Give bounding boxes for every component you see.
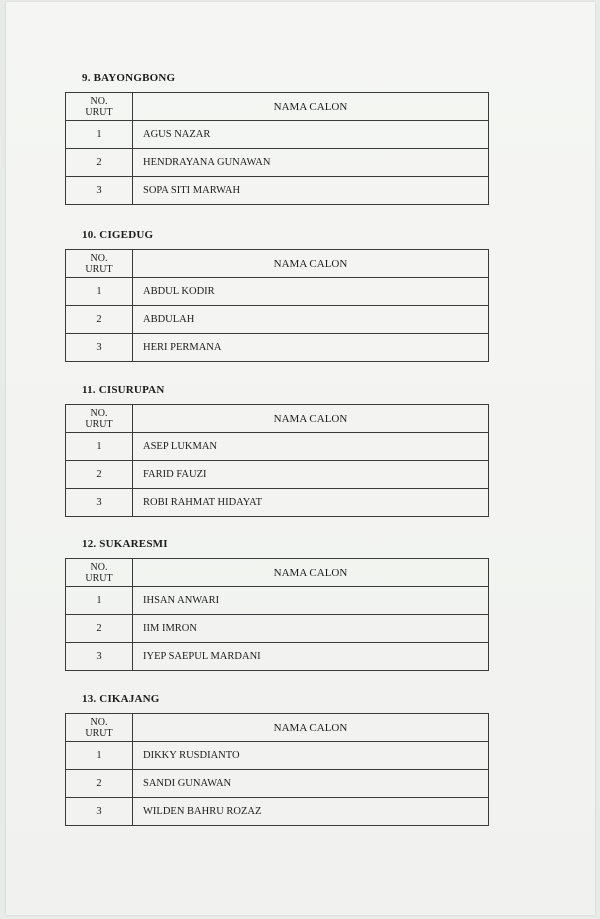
row-number: 2 bbox=[66, 461, 133, 489]
nama-calon-header: NAMA CALON bbox=[133, 559, 489, 587]
row-number: 3 bbox=[66, 798, 133, 826]
candidate-name: DIKKY RUSDIANTO bbox=[133, 742, 489, 770]
row-number: 1 bbox=[66, 742, 133, 770]
document-page bbox=[6, 2, 595, 915]
table-header-row bbox=[66, 559, 489, 587]
table-row bbox=[66, 742, 489, 770]
table-row bbox=[66, 306, 489, 334]
no-urut-header bbox=[66, 93, 133, 121]
section-title: 10. CIGEDUG bbox=[82, 229, 154, 241]
candidate-table bbox=[65, 92, 489, 205]
table-row bbox=[66, 798, 489, 826]
row-number: 1 bbox=[66, 278, 133, 306]
no-urut-header bbox=[66, 405, 133, 433]
table-row bbox=[66, 615, 489, 643]
candidate-name: WILDEN BAHRU ROZAZ bbox=[133, 798, 489, 826]
nama-calon-header: NAMA CALON bbox=[133, 93, 489, 121]
table-header-row bbox=[66, 714, 489, 742]
table-row bbox=[66, 461, 489, 489]
candidate-name: ABDUL KODIR bbox=[133, 278, 489, 306]
table-row bbox=[66, 177, 489, 205]
no-header-line2: URUT bbox=[85, 106, 113, 118]
row-number: 2 bbox=[66, 770, 133, 798]
no-header-line1: NO. bbox=[90, 561, 108, 573]
table-row bbox=[66, 278, 489, 306]
table-row bbox=[66, 643, 489, 671]
candidate-name: ABDULAH bbox=[133, 306, 489, 334]
row-number: 1 bbox=[66, 587, 133, 615]
candidate-table bbox=[65, 404, 489, 517]
table-header-row bbox=[66, 405, 489, 433]
row-number: 2 bbox=[66, 149, 133, 177]
table-row bbox=[66, 433, 489, 461]
candidate-name: SANDI GUNAWAN bbox=[133, 770, 489, 798]
row-number: 2 bbox=[66, 615, 133, 643]
row-number: 3 bbox=[66, 177, 133, 205]
table-row bbox=[66, 489, 489, 517]
no-header-line1: NO. bbox=[90, 716, 108, 728]
no-urut-header bbox=[66, 714, 133, 742]
table-row bbox=[66, 334, 489, 362]
candidate-name: AGUS NAZAR bbox=[133, 121, 489, 149]
candidate-table bbox=[65, 558, 489, 671]
table-header-row bbox=[66, 93, 489, 121]
no-header-line1: NO. bbox=[90, 95, 108, 107]
no-urut-header bbox=[66, 250, 133, 278]
nama-calon-header: NAMA CALON bbox=[133, 405, 489, 433]
row-number: 3 bbox=[66, 334, 133, 362]
nama-calon-header: NAMA CALON bbox=[133, 250, 489, 278]
no-header-line1: NO. bbox=[90, 252, 108, 264]
candidate-table bbox=[65, 249, 489, 362]
candidate-name: HERI PERMANA bbox=[133, 334, 489, 362]
candidate-name: IHSAN ANWARI bbox=[133, 587, 489, 615]
no-header-line2: URUT bbox=[85, 418, 113, 430]
row-number: 1 bbox=[66, 433, 133, 461]
candidate-name: HENDRAYANA GUNAWAN bbox=[133, 149, 489, 177]
section-title: 13. CIKAJANG bbox=[82, 693, 160, 705]
candidate-name: IYEP SAEPUL MARDANI bbox=[133, 643, 489, 671]
section-title: 11. CISURUPAN bbox=[82, 384, 165, 396]
row-number: 3 bbox=[66, 643, 133, 671]
section-title: 12. SUKARESMI bbox=[82, 538, 168, 550]
candidate-name: SOPA SITI MARWAH bbox=[133, 177, 489, 205]
table-row bbox=[66, 149, 489, 177]
section-title: 9. BAYONGBONG bbox=[82, 72, 176, 84]
table-row bbox=[66, 121, 489, 149]
table-row bbox=[66, 770, 489, 798]
candidate-name: FARID FAUZI bbox=[133, 461, 489, 489]
table-row bbox=[66, 587, 489, 615]
nama-calon-header: NAMA CALON bbox=[133, 714, 489, 742]
candidate-name: ASEP LUKMAN bbox=[133, 433, 489, 461]
no-header-line2: URUT bbox=[85, 727, 113, 739]
no-header-line2: URUT bbox=[85, 572, 113, 584]
table-header-row bbox=[66, 250, 489, 278]
candidate-name: IIM IMRON bbox=[133, 615, 489, 643]
no-urut-header bbox=[66, 559, 133, 587]
no-header-line2: URUT bbox=[85, 263, 113, 275]
row-number: 3 bbox=[66, 489, 133, 517]
candidate-name: ROBI RAHMAT HIDAYAT bbox=[133, 489, 489, 517]
row-number: 1 bbox=[66, 121, 133, 149]
no-header-line1: NO. bbox=[90, 407, 108, 419]
row-number: 2 bbox=[66, 306, 133, 334]
candidate-table bbox=[65, 713, 489, 826]
